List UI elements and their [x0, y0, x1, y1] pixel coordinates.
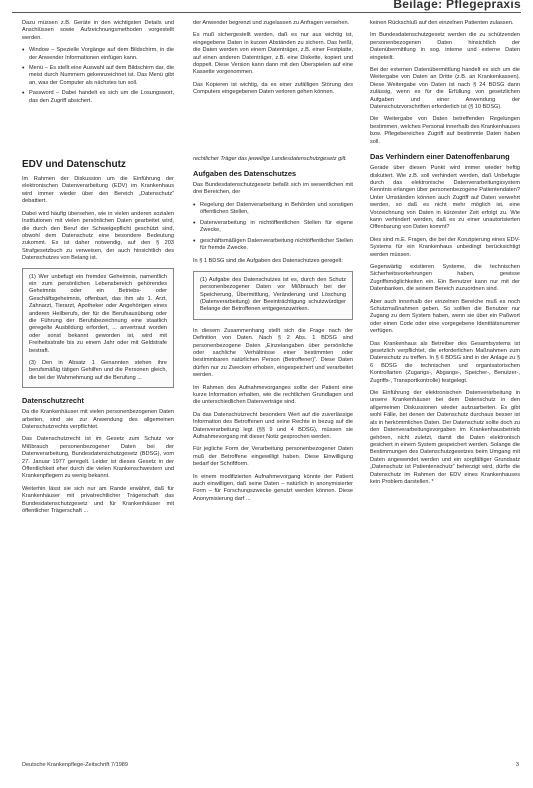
paragraph: Gegenwärtig existieren Systeme, die technischen Sicherheitsvorkehrungen haben, gewisse Zugriffsmöglichkeiten ein. Ein Benutzer kann nur mit der Datenbanken, die seinem Bereich zuzuordnen sind.: [370, 263, 520, 293]
list-item: • Menü – Es stellt eine Auswahl auf dem Bildschirm dar, die meist durch Nummern gekennzeichnet ist. Das Menü gibt an, was der Computer als nächstes tun soll.: [22, 65, 174, 87]
list-item: • Window – Spezielle Vorgänge auf dem Bildschirm, in die der Anwender Informationen einfügen kann.: [22, 47, 174, 62]
quote-paragraph: (1) Wer unbefugt ein fremdes Geheimnis, namentlich ein zum persönlichen Lebensbereich gehörendes Geheimnis oder ein Betriebs- oder Geschäftsgeheimnis, offenbart, das ihm als 1. Arzt, Zahnarzt, Tierarzt, Apotheker oder Angehörigen eines anderen Heilberufs, der für die Berufsausübung oder die Führung der Berufsbezeichnung eine staatlich geregelte Ausbildung erfordert, ... anvertraut worden oder sonst bekannt geworden ist, wird mit Freiheitsstrafe bis zu einem Jahr oder mit Geldstrafe bestraft.: [29, 273, 167, 354]
quote-paragraph: (3) Den in Absatz 1 Genannten stehen ihre berufsmäßig tätigen Gehilfen und die Personen gleich, die bei der Wahrnehmung auf die Berufung ...: [29, 360, 167, 381]
aufgaben-list: [193, 202, 353, 252]
paragraph: Dies sind m.E. Fragen, die bei der Konzipierung eines EDV-Systems für ein Krankenhaus unbedingt berücksichtigt werden müssen.: [370, 236, 520, 258]
heading-verhindern: Das Verhindern einer Datenoffenbarung: [370, 152, 510, 162]
heading-aufgaben: Aufgaben des Datenschutzes: [193, 169, 297, 179]
paragraph: Aber auch innerhalb der einzelnen Bereiche muß es noch Schutzmaßnahmen geben. So sollten die Benutzer nur Zugang zu dem System haben, wenn sie über ein Paßwort oder einen Code oder eine vorgegebene Identitätsnummer verfügen.: [370, 298, 520, 335]
journal-citation: Deutsche Krankenpflege-Zeitschrift 7/1989: [22, 762, 129, 768]
paragraph: Das Datenschutzrecht ist im Gesetz zum Schutz vor Mißbrauch personenbezogener Daten bei der Datenverarbeitung, Bundesdatenschutzgesetz (BDSG), vom 27. Januar 1977 geregelt. Leider ist dieses Gesetz in der Öffentlichkeit eher durch die vielen Krankenschwestern und Krankenpflegern zu wenig bekannt.: [22, 436, 174, 480]
paragraph: Das Kopieren ist wichtig, da es einer zufälligen Störung des Computers eingegebenen Daten verloren gehen können.: [193, 81, 353, 96]
column-3: [370, 20, 520, 491]
paragraph: Da die Krankenhäuser mit vielen personenbezogenen Daten arbeiten, sind sie zur Anwendung des allgemeinen Datenschutzrechts verpflichtet.: [22, 409, 174, 431]
column-1: [22, 20, 174, 521]
heading-datenschutzrecht: Datenschutzrecht: [22, 396, 85, 406]
spacer: [193, 102, 353, 156]
paragraph: Da das Datenschutzrecht besonders Wert auf die zuverlässige Information des Betroffenen und seine Rechte in bezug auf die Datenverarbeitung legt (§§ 9 und 4 BDSG), müssen sie Aufnahmevorgang mit dieser Notiz gesprochen werden.: [193, 411, 353, 441]
paragraph: Die Einführung der elektronischen Datenverarbeitung in unsere Krankenhäuser bei dem Datenschutz in den allgemeinen Diskussionen wieder aufzuarbeiten. Es gibt wohl Fälle, bei denen der Datenschutz durchaus besser ist als in herkömmlichen Daten. Der Datenschutz sollte doch zu den Datenverarbeitungsvorgaben im Krankenhausbetrieb gehören, nicht zuletzt, damit die Daten elektronisch gesichert in einem System gespeichert werden. Solange die Bestimmungen des Datenschutzgesetzes beim Umgang mit Daten angewendet werden und ein sorgfältiger Grundsatz „Datenschutz ist Patientenschutz“ beherzigt wird, dürfte die Datenschutz im Rahmen der EDV eines Krankenhauses kein Problem darstellen. *: [370, 390, 520, 485]
section-title: Beilage: Pflegepraxis: [393, 0, 521, 11]
paragraph: Bei der externen Datenübermittlung handelt es sich um die Weitergabe von Daten an Dritte (z.B. an Krankenkassen). Diese Weitergabe von Daten ist nach § 24 BDSG dann zulässig, wenn es für die Erfüllung von gesetzlichen Aufgaben und einer Anwendung der Datenschutzvorschriften erforderlich ist (§ 10 BDSG).: [370, 67, 520, 111]
paragraph: Das Bundesdatenschutzgesetz befaßt sich im wesentlichen mit drei Bereichen, der: [193, 182, 353, 196]
paragraph: rechtlicher Träger das jeweilige Landesdatenschutzgesetz gilt.: [193, 155, 347, 162]
paragraph: Weiterhin lässt sie sich nur am Rande erwähnt, daß für Krankenhäuser mit privatrechtlicher Trägerschaft das Bundesdatenschutzgesetz und für Krankenhäuser mit öffentlicher Trägerschaft ...: [22, 485, 174, 515]
paragraph: In § 1 BDSG sind die Aufgaben des Datenschutzes geregelt:: [193, 258, 343, 265]
heading-edv: EDV und Datenschutz: [22, 159, 126, 171]
paragraph: Die Weitergabe von Daten betreffenden Regelungen bestimmen, welches Personal innerhalb des Krankenhauses bzw. Pflegebereiches Zugriff auf bestimmte Daten haben soll.: [370, 116, 520, 145]
law-quote-box: [22, 268, 174, 389]
spacer: [22, 111, 174, 151]
paragraph: Für jegliche Form der Verarbeitung personenbezogener Daten muß der Betroffene eingewilligt haben. Diese Einwilligung bedarf der Schriftform.: [193, 446, 353, 468]
list-item: • Datenverarbeitung in nichtöffentlichen Stellen für eigene Zwecke,: [193, 220, 353, 235]
intro-paragraph: Dazu müssen z.B. Geräte in den wichtigsten Details und Anschlüssen sowie Aufzeichnungsmethoden vorgestellt werden.: [22, 20, 174, 41]
list-item: • Regelung der Datenverarbeitung in Behörden und sonstigen öffentlichen Stellen,: [193, 202, 353, 217]
paragraph: In diesem Zusammenhang stellt sich die Frage nach der Definition von Daten. Nach § 2 Abs. 1 BDSG sind personenbezogene Daten „Einzelangaben über persönliche oder sachliche Verhältnisse einer bestimmten oder bestimmbaren natürlichen Person (Betroffener)“. Diese Daten dürfen nur zu Zwecken erhoben, eingespeichert und verarbeitet werden.: [193, 327, 353, 379]
header-rule: [12, 12, 521, 13]
page-header: [0, 0, 533, 14]
column-2: [193, 20, 353, 508]
paragraph: keinen Rückschluß auf den einzelnen Patienten zulassen.: [370, 20, 514, 26]
paragraph: Im Rahmen des Aufnahmevorganges sollte der Patient eine kurze Information erhalten, wie die rechtlichen Grundlagen und die unterschiedlichen Datenverträge sind.: [193, 384, 353, 406]
paragraph: Dabei wird häufig übersehen, wie in vielen anderen sozialen Institutionen mit vielen persönlichen Daten gearbeitet wird, die durch den Beruf der Schweigepflicht geschützt sind, obwohl dem Datenschutz eine besondere Bedeutung zukommt. Es ist daher notwendig, auf den § 203 Strafgesetzbuch zu verweisen, der auch hinsichtlich des Datenschutzes von Belang ist.: [22, 210, 174, 262]
paragraph: der Anwender begrenzt und zugelassen zu Anfragen versehen.: [193, 20, 350, 26]
page-number: 3: [515, 762, 519, 768]
quote-paragraph: (1) Aufgabe des Datenschutzes ist es, durch den Schutz personenbezogener Daten vor Mißbrauch bei der Speicherung, Übermittlung, Veränderung und Löschung (Datenverarbeitung) der Beeinträchtigung schutzwürdiger Belange der Betroffenen entgegenzuwirken.: [200, 276, 346, 313]
paragraph: Es muß sichergestellt werden, daß es nur aus wichtig ist, eingegebene Daten in kurzen Abständen zu sichern. Das heißt, die Daten werden von einem Datenträger, z.B. einer Festplatte, auf einen anderen Datenträger, z.B. eine Diskette, kopiert und doppelt. Diese Version kann dann mit den Überspielen auf eine Kassette vorgenommen.: [193, 32, 353, 76]
paragraph: Im Bundesdatenschutzgesetz werden die zu schützenden personenbezogenen Daten hinsichtlich der Datenübermittlung in sog. interne und externe Daten eingeteilt.: [370, 32, 520, 61]
list-item: • geschäftsmäßigen Datenverarbeitung nichtöffentlicher Stellen für fremde Zwecke.: [193, 238, 353, 253]
paragraph: Im Rahmen der Diskussion um die Einführung der elektronischen Datenverarbeitung (EDV) im Krankenhaus wird immer wieder über den Bereich „Datenschutz“ debattiert.: [22, 176, 174, 205]
law-quote-box: [193, 271, 353, 320]
paragraph: Gerade über diesen Punkt wird immer wieder heftig diskutiert. Wie z.B. soll verhindert werden, daß Unbefugte durch das elektronische Datenverarbeitungssystem Kenntnis erlangen über personenbezogene Patientendaten? Unter Umständen können auch Zugriff auf Daten verwehrt werden, so daß es nicht mehr möglich ist, eine Vorzeichnung von Daten in kürzester Zeit erfolgt zu. Wie kann verhindert werden, daß es zu einer unautorisierten Offenbarung von Daten kommt?: [370, 165, 520, 231]
paragraph: Das Krankenhaus als Betreiber des Gesamtsystems ist gesetzlich verpflichtet, die erforderlichen Maßnahmen zum Datenschutz zu treffen. In § 6 BDSG sind in der Anlage zu § 6 BDSG die technischen und organisatorischen Kontrollarten (Zugangs-, Abgangs-, Speicher-, Benutzer-, Zugriffs-, Transportkontrolle) festgelegt.: [370, 340, 520, 384]
list-item: • Password – Dabei handelt es sich um die Losungswort, das den Zugriff absichert.: [22, 90, 174, 105]
term-list: [22, 47, 174, 105]
page-footer: [22, 762, 519, 768]
paragraph: In einem modifizierten Aufnahmevorgang könnte der Patient auch einwilligen, daß seine Daten – natürlich in anonymisierter Form – für Forschungszwecke genutzt werden können. Diese Anonymisierung darf ...: [193, 473, 353, 502]
